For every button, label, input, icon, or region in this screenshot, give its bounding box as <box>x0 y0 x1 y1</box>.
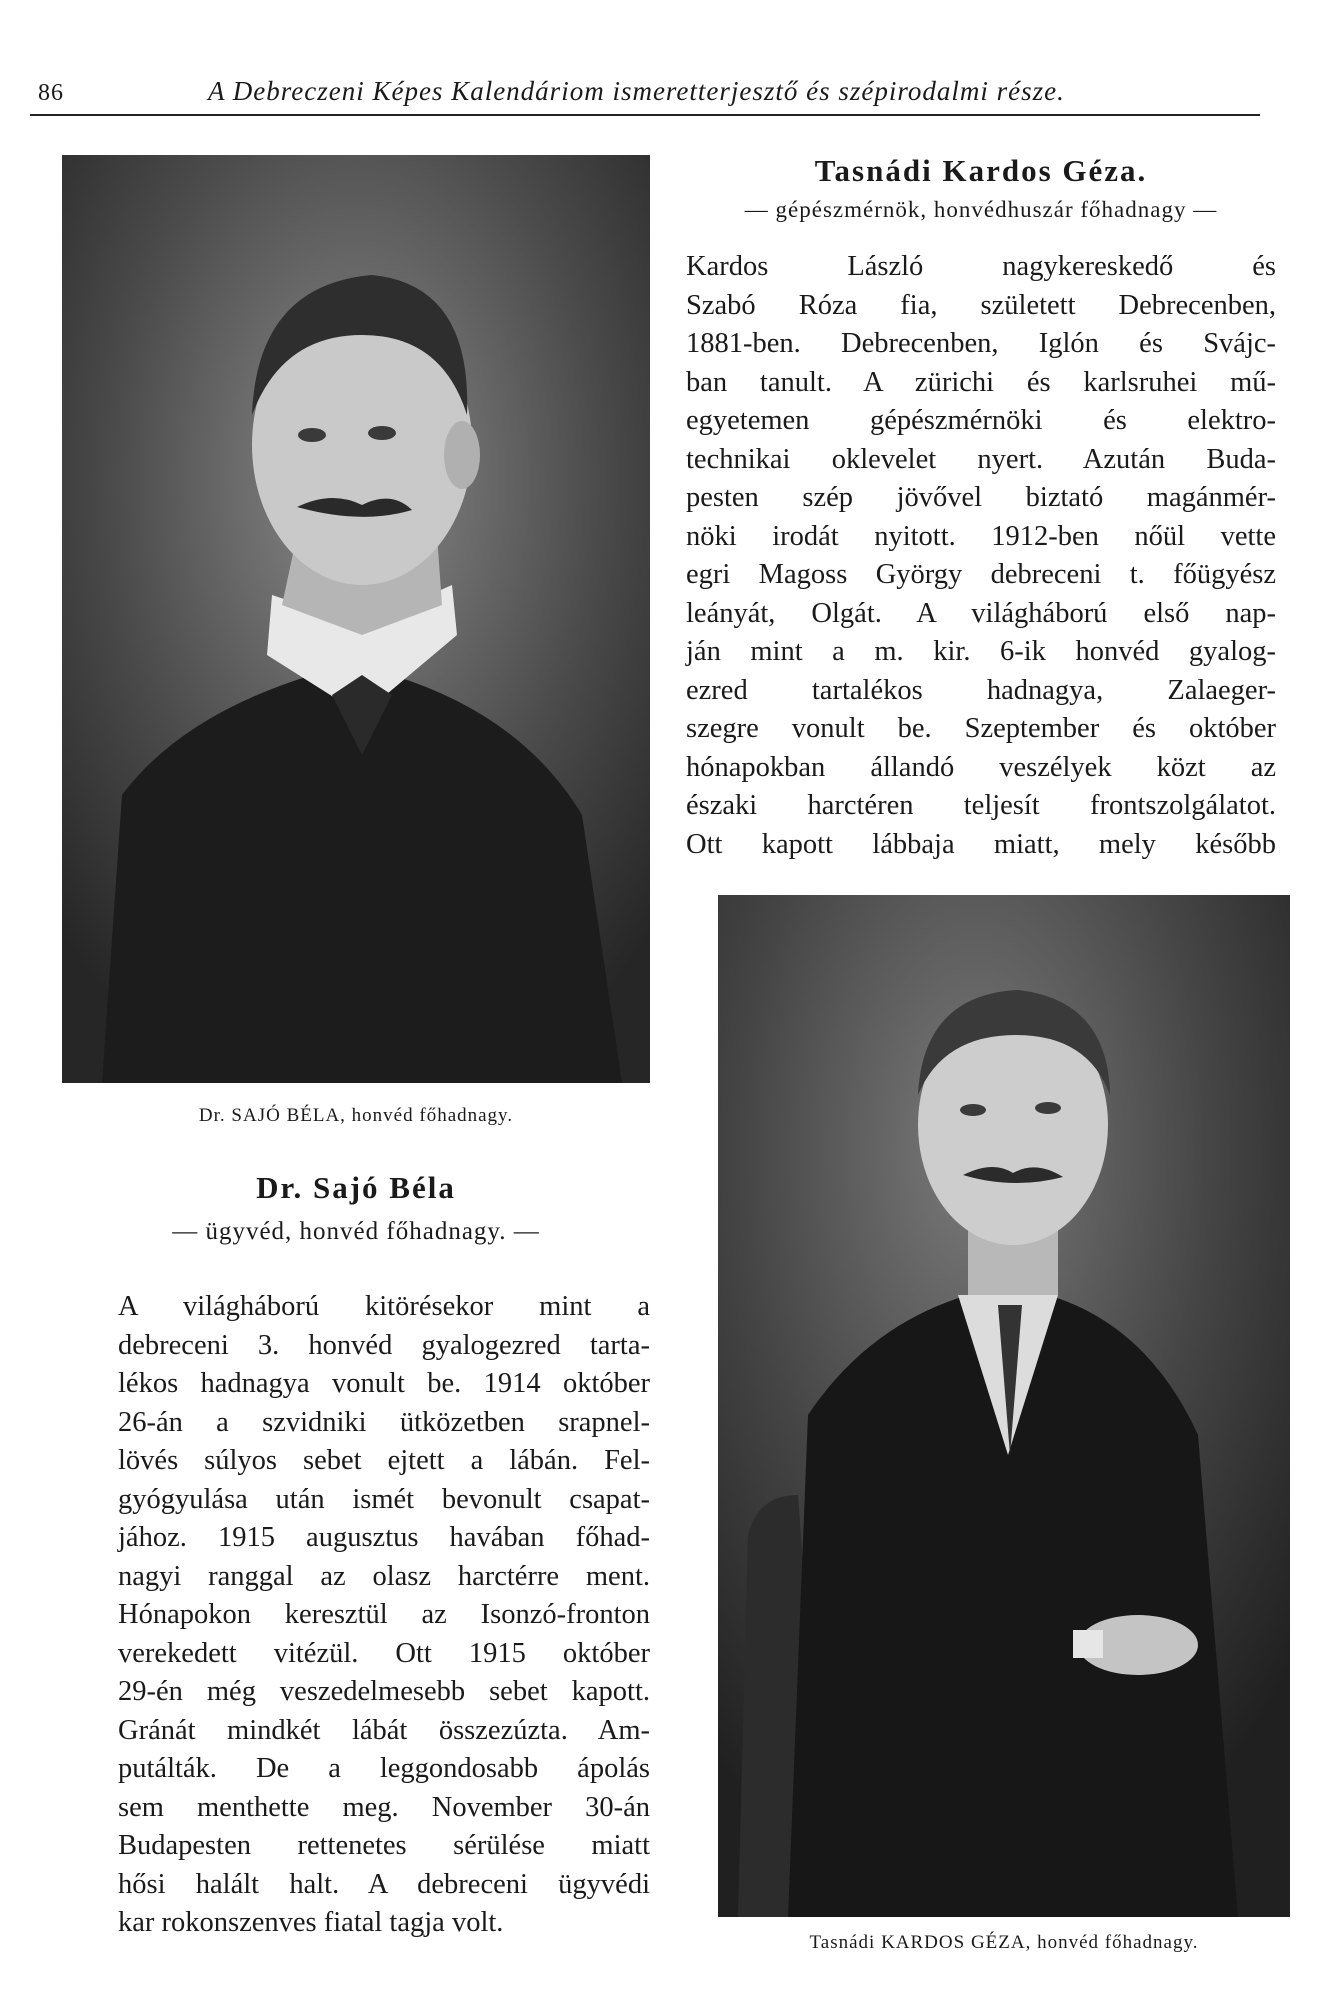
photo-caption-sajo: Dr. SAJÓ BÉLA, honvéd főhadnagy. <box>198 1105 514 1126</box>
text-line: hősi halált halt. A debreceni ügyvédi <box>118 1868 650 1900</box>
article-subtitle-kardos: — gépészmérnök, honvédhuszár főhadnagy — <box>744 197 1218 222</box>
text-line: 1881-ben. Debrecenben, Iglón és Svájc- <box>686 328 1276 359</box>
text-line: Szabó Róza fia, született Debrecenben, <box>686 289 1276 321</box>
portrait-illustration-kardos <box>718 895 1290 1917</box>
text-line: debreceni 3. honvéd gyalogezred tarta- <box>118 1329 650 1361</box>
page-number: 86 <box>38 80 64 106</box>
photo-caption-kardos: Tasnádi KARDOS GÉZA, honvéd főhadnagy. <box>809 1932 1199 1953</box>
text-line: gyógyulása után ismét bevonult csapat- <box>118 1483 650 1515</box>
text-line: jához. 1915 augusztus havában főhad- <box>118 1522 650 1553</box>
text-line: szegre vonult be. Szeptember és október <box>686 713 1276 744</box>
running-title: A Debreczeni Képes Kalendáriom ismeretterjesztő és szépirodalmi része. <box>208 76 1065 106</box>
text-line: putálták. De a leggondosabb ápolás <box>118 1753 650 1784</box>
text-line: ján mint a m. kir. 6-ik honvéd gyalog- <box>686 636 1276 667</box>
text-line: Budapesten rettenetes sérülése miatt <box>118 1830 650 1861</box>
text-line: ban tanult. A zürichi és karlsruhei mű- <box>686 366 1276 398</box>
text-line: északi harctéren teljesít frontszolgálatot. <box>686 790 1276 821</box>
text-line: Kardos László nagykereskedő és <box>686 251 1276 282</box>
text-line: pesten szép jövővel biztató magánmér- <box>686 482 1276 513</box>
article-heading-kardos: Tasnádi Kardos Géza. <box>814 153 1148 188</box>
text-line: hónapokban állandó veszélyek közt az <box>686 751 1276 783</box>
text-line: Hónapokon keresztül az Isonzó-fronton <box>118 1599 650 1630</box>
page-header <box>30 70 1260 116</box>
text-line: lékos hadnagya vonult be. 1914 október <box>118 1368 650 1399</box>
article-body-kardos <box>686 248 1276 864</box>
text-line: Gránát mindkét lábát összezúzta. Am- <box>118 1714 650 1746</box>
text-line: egri Magoss György debreceni t. főügyész <box>686 559 1276 590</box>
article-subtitle-sajo: — ügyvéd, honvéd főhadnagy. — <box>172 1218 540 1245</box>
text-line: leányát, Olgát. A világháború első nap- <box>686 597 1276 629</box>
text-line: verekedett vitézül. Ott 1915 október <box>118 1637 650 1669</box>
text-line: lövés súlyos sebet ejtett a lábán. Fel- <box>118 1445 650 1476</box>
text-line: ezred tartalékos hadnagya, Zalaeger- <box>686 674 1276 706</box>
text-line: 26-án a szvidniki ütközetben srapnel- <box>118 1406 650 1438</box>
text-line: 29-én még veszedelmesebb sebet kapott. <box>118 1676 650 1707</box>
text-line: sem menthette meg. November 30-án <box>118 1791 650 1823</box>
text-line: nöki irodát nyitott. 1912-ben nőül vette <box>686 520 1276 552</box>
text-line: kar rokonszenves fiatal tagja volt. <box>118 1907 504 1938</box>
portrait-photo-sajo <box>62 155 650 1083</box>
portrait-illustration-sajo <box>62 155 650 1083</box>
text-line: Ott kapott lábbaja miatt, mely később <box>686 828 1276 860</box>
text-line: technikai oklevelet nyert. Azután Buda- <box>686 443 1276 475</box>
text-line: nagyi ranggal az olasz harctérre ment. <box>118 1560 650 1592</box>
article-body-sajo <box>118 1288 650 1943</box>
portrait-photo-kardos <box>718 895 1290 1917</box>
text-line: egyetemen gépészmérnöki és elektro- <box>686 405 1276 436</box>
article-heading-sajo: Dr. Sajó Béla <box>256 1170 456 1205</box>
text-line: A világháború kitörésekor mint a <box>118 1291 650 1322</box>
